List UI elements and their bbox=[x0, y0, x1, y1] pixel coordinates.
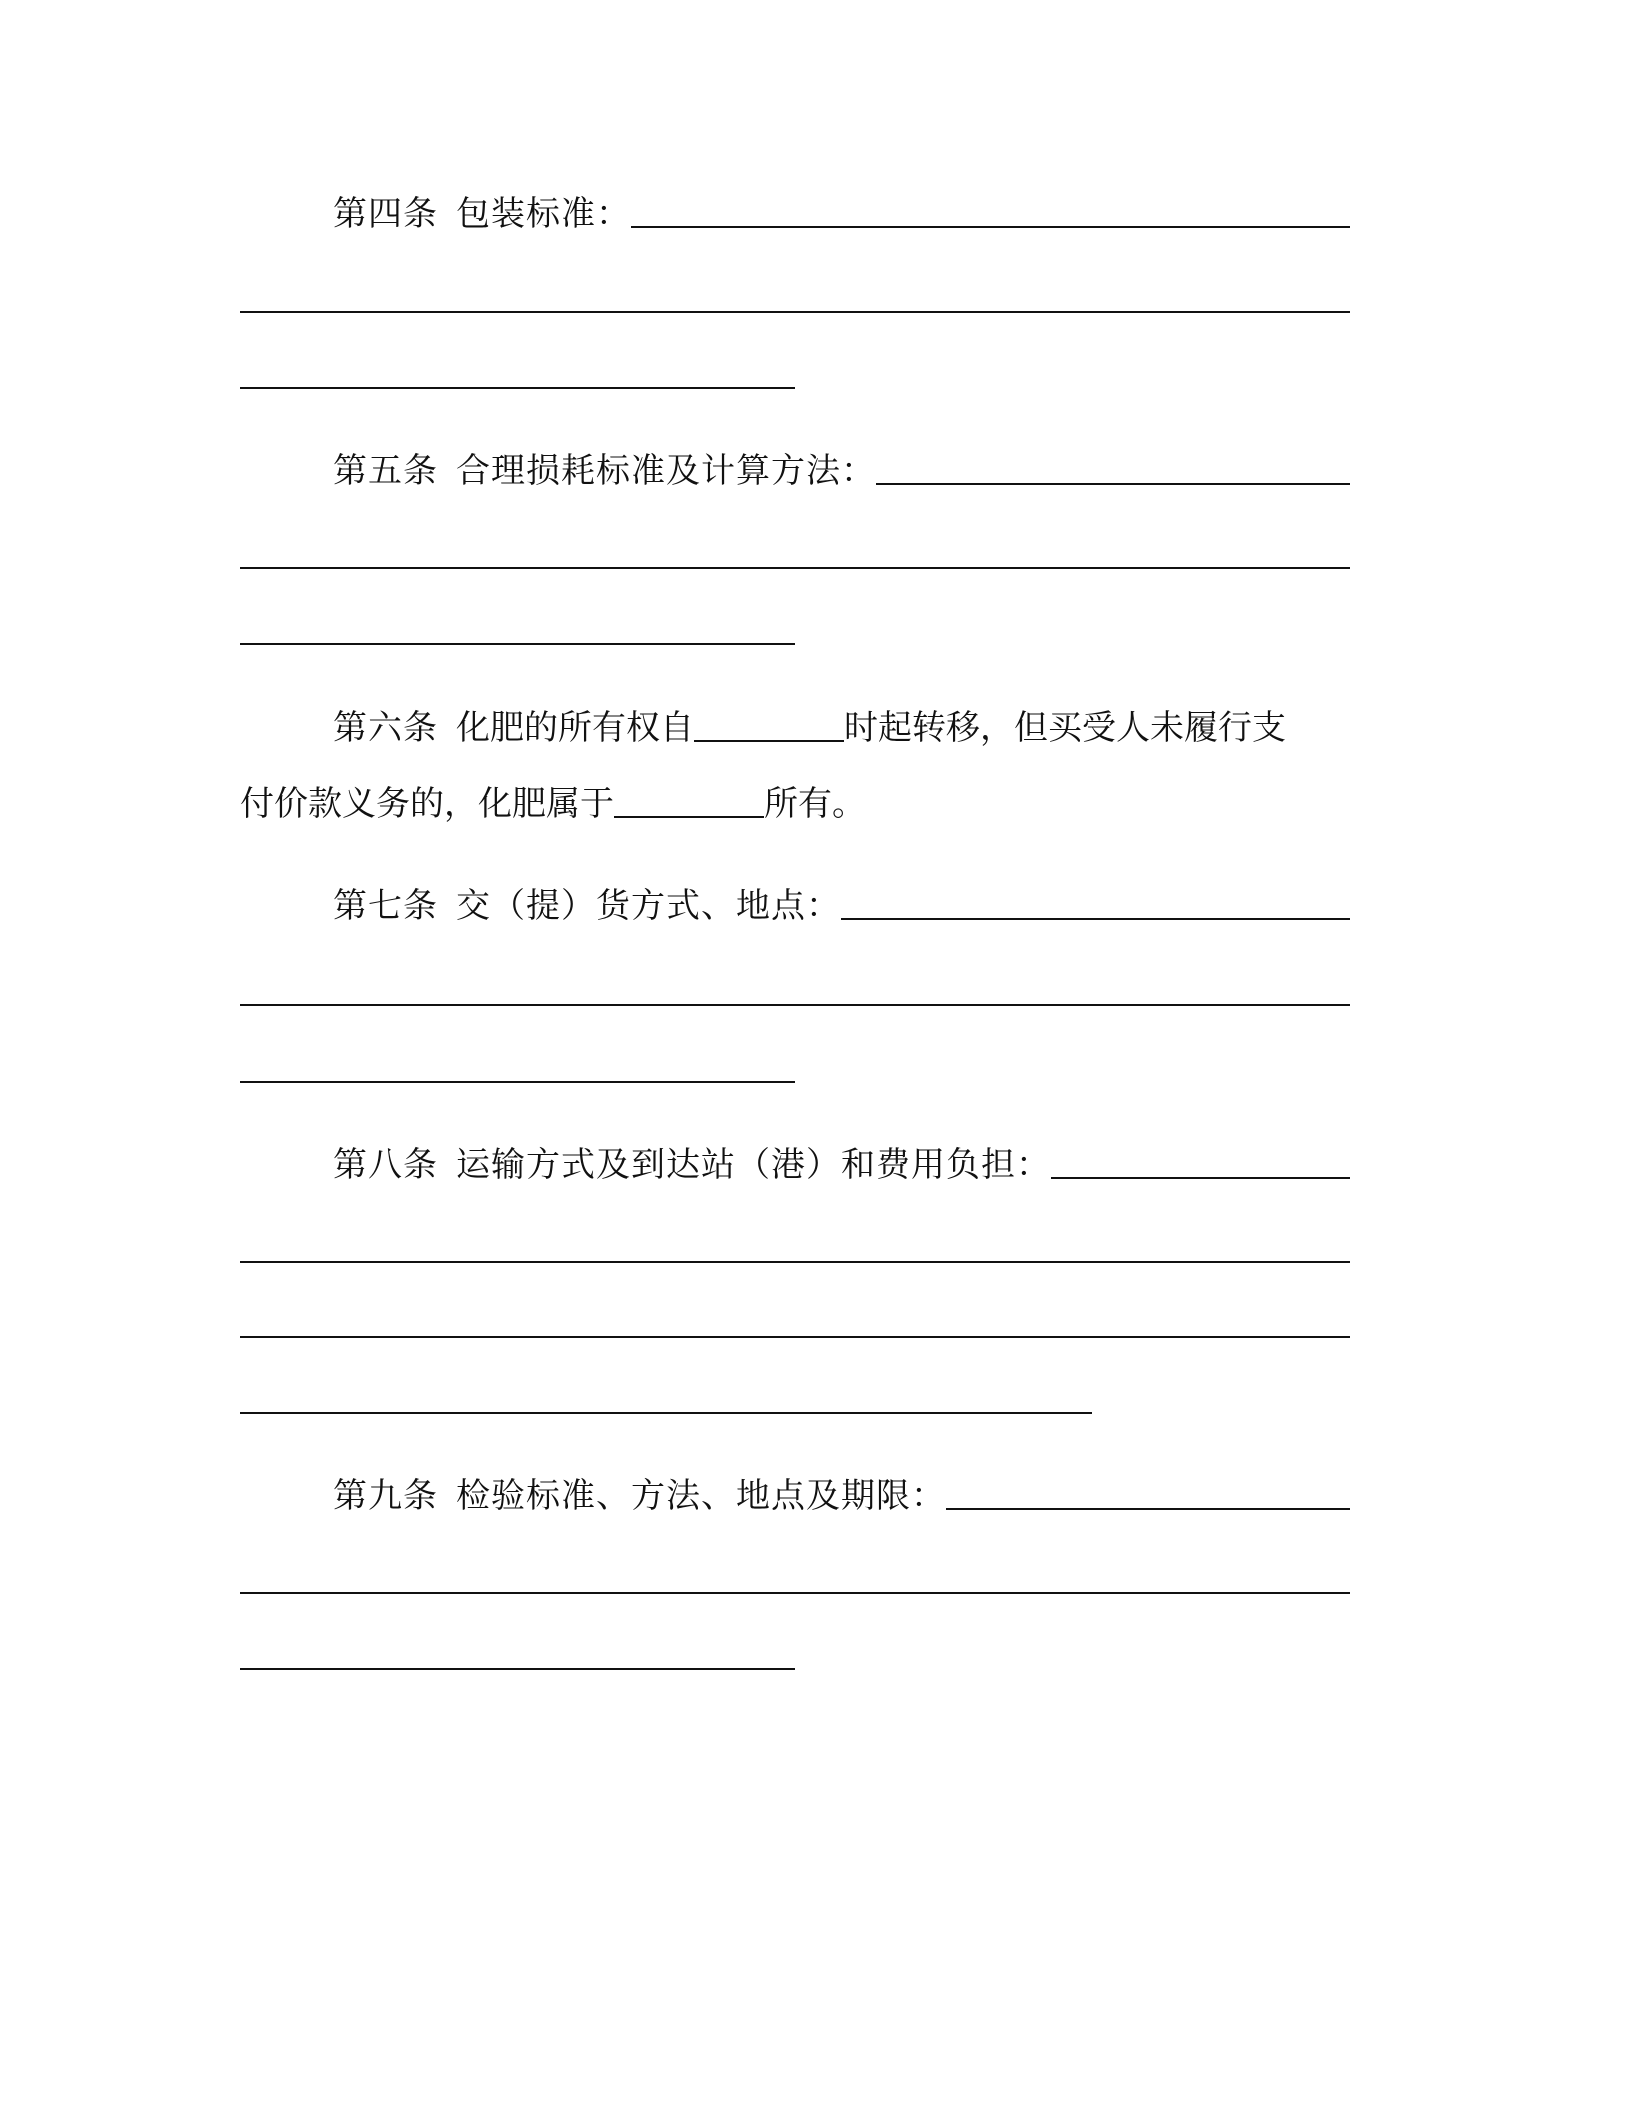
article-6-ownership-time-blank[interactable] bbox=[694, 740, 844, 742]
article-8-blank-line-3[interactable] bbox=[240, 1336, 1350, 1338]
article-6-text-b: 时起转移，但买受人未履行支 bbox=[844, 708, 1286, 748]
article-9-line bbox=[333, 1476, 1350, 1516]
article-6-text-a: 化肥的所有权自 bbox=[456, 708, 694, 748]
article-7-blank-line-3[interactable] bbox=[240, 1081, 795, 1083]
article-6-line-1 bbox=[333, 708, 1350, 748]
article-5-blank[interactable] bbox=[876, 483, 1350, 485]
article-7-line bbox=[333, 886, 1350, 926]
article-4-blank[interactable] bbox=[631, 226, 1350, 228]
article-6-line-2 bbox=[240, 784, 1350, 824]
article-7-title: 交（提）货方式、地点： bbox=[456, 886, 841, 926]
article-9-title: 检验标准、方法、地点及期限： bbox=[456, 1476, 946, 1516]
article-4-blank-line-2[interactable] bbox=[240, 311, 1350, 313]
article-4-line bbox=[333, 194, 1350, 234]
article-5-line bbox=[333, 451, 1350, 491]
article-8-blank[interactable] bbox=[1051, 1177, 1350, 1179]
article-4-title: 包装标准： bbox=[456, 194, 631, 234]
article-9-blank-line-2[interactable] bbox=[240, 1592, 1350, 1594]
article-5-blank-line-2[interactable] bbox=[240, 567, 1350, 569]
article-8-line bbox=[333, 1145, 1350, 1185]
article-4-number: 第四条 bbox=[333, 194, 438, 234]
article-6-number: 第六条 bbox=[333, 708, 438, 748]
article-5-number: 第五条 bbox=[333, 451, 438, 491]
article-7-number: 第七条 bbox=[333, 886, 438, 926]
article-7-blank[interactable] bbox=[841, 918, 1350, 920]
article-5-blank-line-3[interactable] bbox=[240, 643, 795, 645]
article-9-blank-line-3[interactable] bbox=[240, 1668, 795, 1670]
article-5-title: 合理损耗标准及计算方法： bbox=[456, 451, 876, 491]
article-8-number: 第八条 bbox=[333, 1145, 438, 1185]
article-9-blank[interactable] bbox=[946, 1508, 1350, 1510]
article-4-blank-line-3[interactable] bbox=[240, 387, 795, 389]
article-8-blank-line-4[interactable] bbox=[240, 1412, 1092, 1414]
article-6-text-c: 付价款义务的，化肥属于 bbox=[240, 784, 614, 824]
article-6-owner-blank[interactable] bbox=[614, 816, 764, 818]
article-6-text-d: 所有。 bbox=[764, 784, 866, 824]
article-7-blank-line-2[interactable] bbox=[240, 1004, 1350, 1006]
article-9-number: 第九条 bbox=[333, 1476, 438, 1516]
article-8-blank-line-2[interactable] bbox=[240, 1261, 1350, 1263]
article-8-title: 运输方式及到达站（港）和费用负担： bbox=[456, 1145, 1051, 1185]
